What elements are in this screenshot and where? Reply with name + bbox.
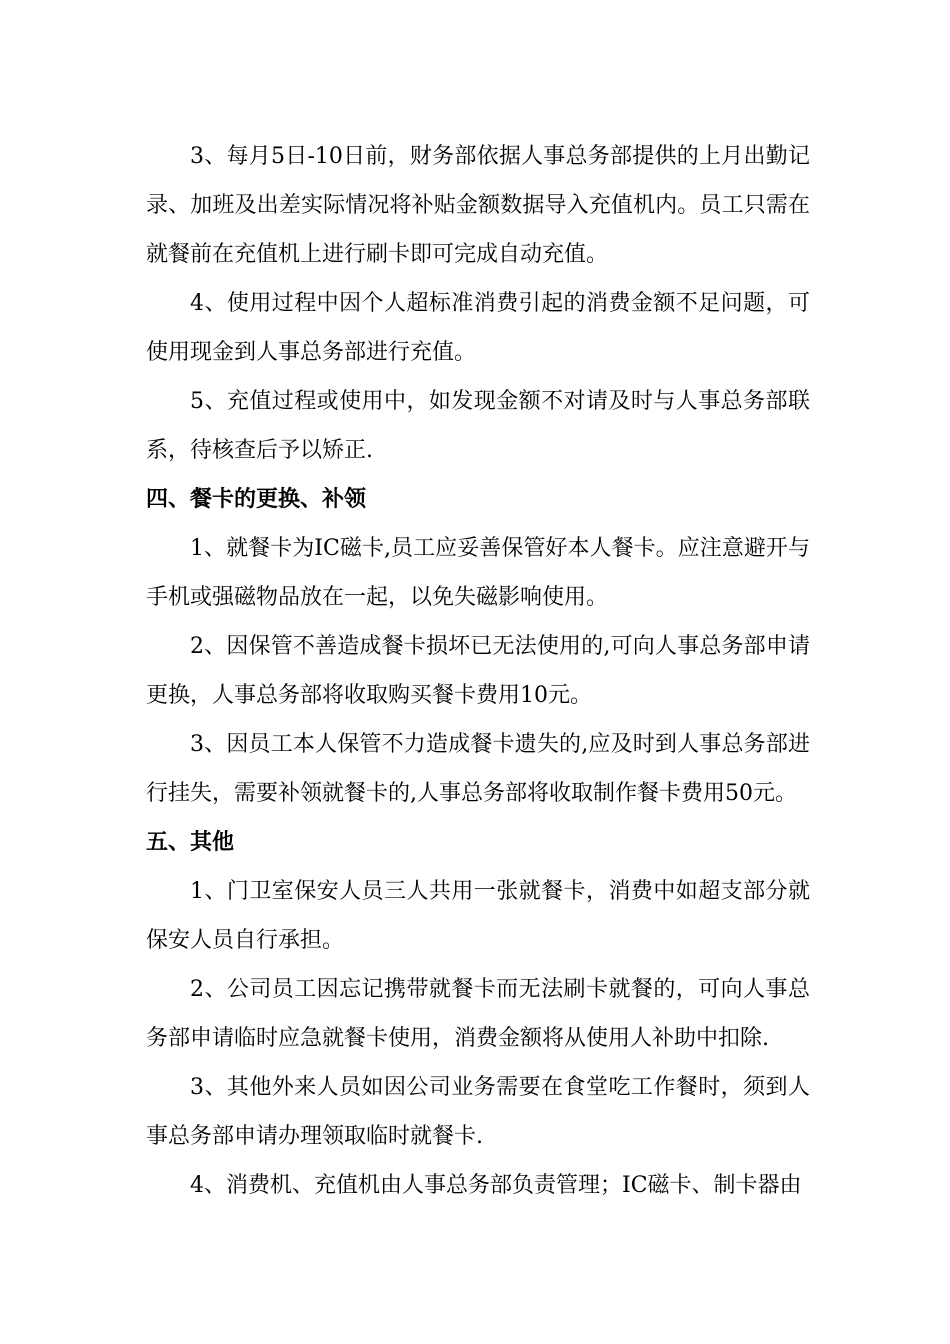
paragraph-card-loss: 3、因员工本人保管不力造成餐卡遗失的,应及时到人事总务部进行挂失，需要补领就餐卡的,人事总务部将收取制作餐卡费用50元。 (146, 732, 810, 806)
paragraph-card-care: 1、就餐卡为IC磁卡,员工应妥善保管好本人餐卡。应注意避开与手机或强磁物品放在一起，以免失磁影响使用。 (146, 536, 810, 610)
paragraph-recharge-schedule: 3、每月5日-10日前，财务部依据人事总务部提供的上月出勤记录、加班及出差实际情况将补贴金额数据导入充值机内。员工只需在就餐前在充值机上进行刷卡即可完成自动充值。 (146, 144, 810, 267)
document-body (146, 132, 810, 1210)
section-heading-card-replacement: 四、餐卡的更换、补领 (146, 487, 367, 512)
paragraph-visitor-card: 3、其他外来人员如因公司业务需要在食堂吃工作餐时，须到人事总务部申请办理领取临时就餐卡. (146, 1075, 810, 1149)
paragraph-equipment-management: 4、消费机、充值机由人事总务部负责管理；IC磁卡、制卡器由 (190, 1173, 802, 1198)
section-heading-other: 五、其他 (146, 830, 235, 855)
paragraph-amount-correction: 5、充值过程或使用中，如发现金额不对请及时与人事总务部联系，待核查后予以矫正. (146, 389, 810, 463)
paragraph-forgotten-card: 2、公司员工因忘记携带就餐卡而无法刷卡就餐的，可向人事总务部申请临时应急就餐卡使用，消费金额将从使用人补助中扣除. (146, 977, 810, 1051)
paragraph-cash-recharge: 4、使用过程中因个人超标准消费引起的消费金额不足问题，可使用现金到人事总务部进行充值。 (146, 291, 810, 365)
paragraph-card-damage: 2、因保管不善造成餐卡损坏已无法使用的,可向人事总务部申请更换，人事总务部将收取购买餐卡费用10元。 (146, 634, 810, 708)
paragraph-security-shared-card: 1、门卫室保安人员三人共用一张就餐卡，消费中如超支部分就保安人员自行承担。 (146, 879, 810, 953)
